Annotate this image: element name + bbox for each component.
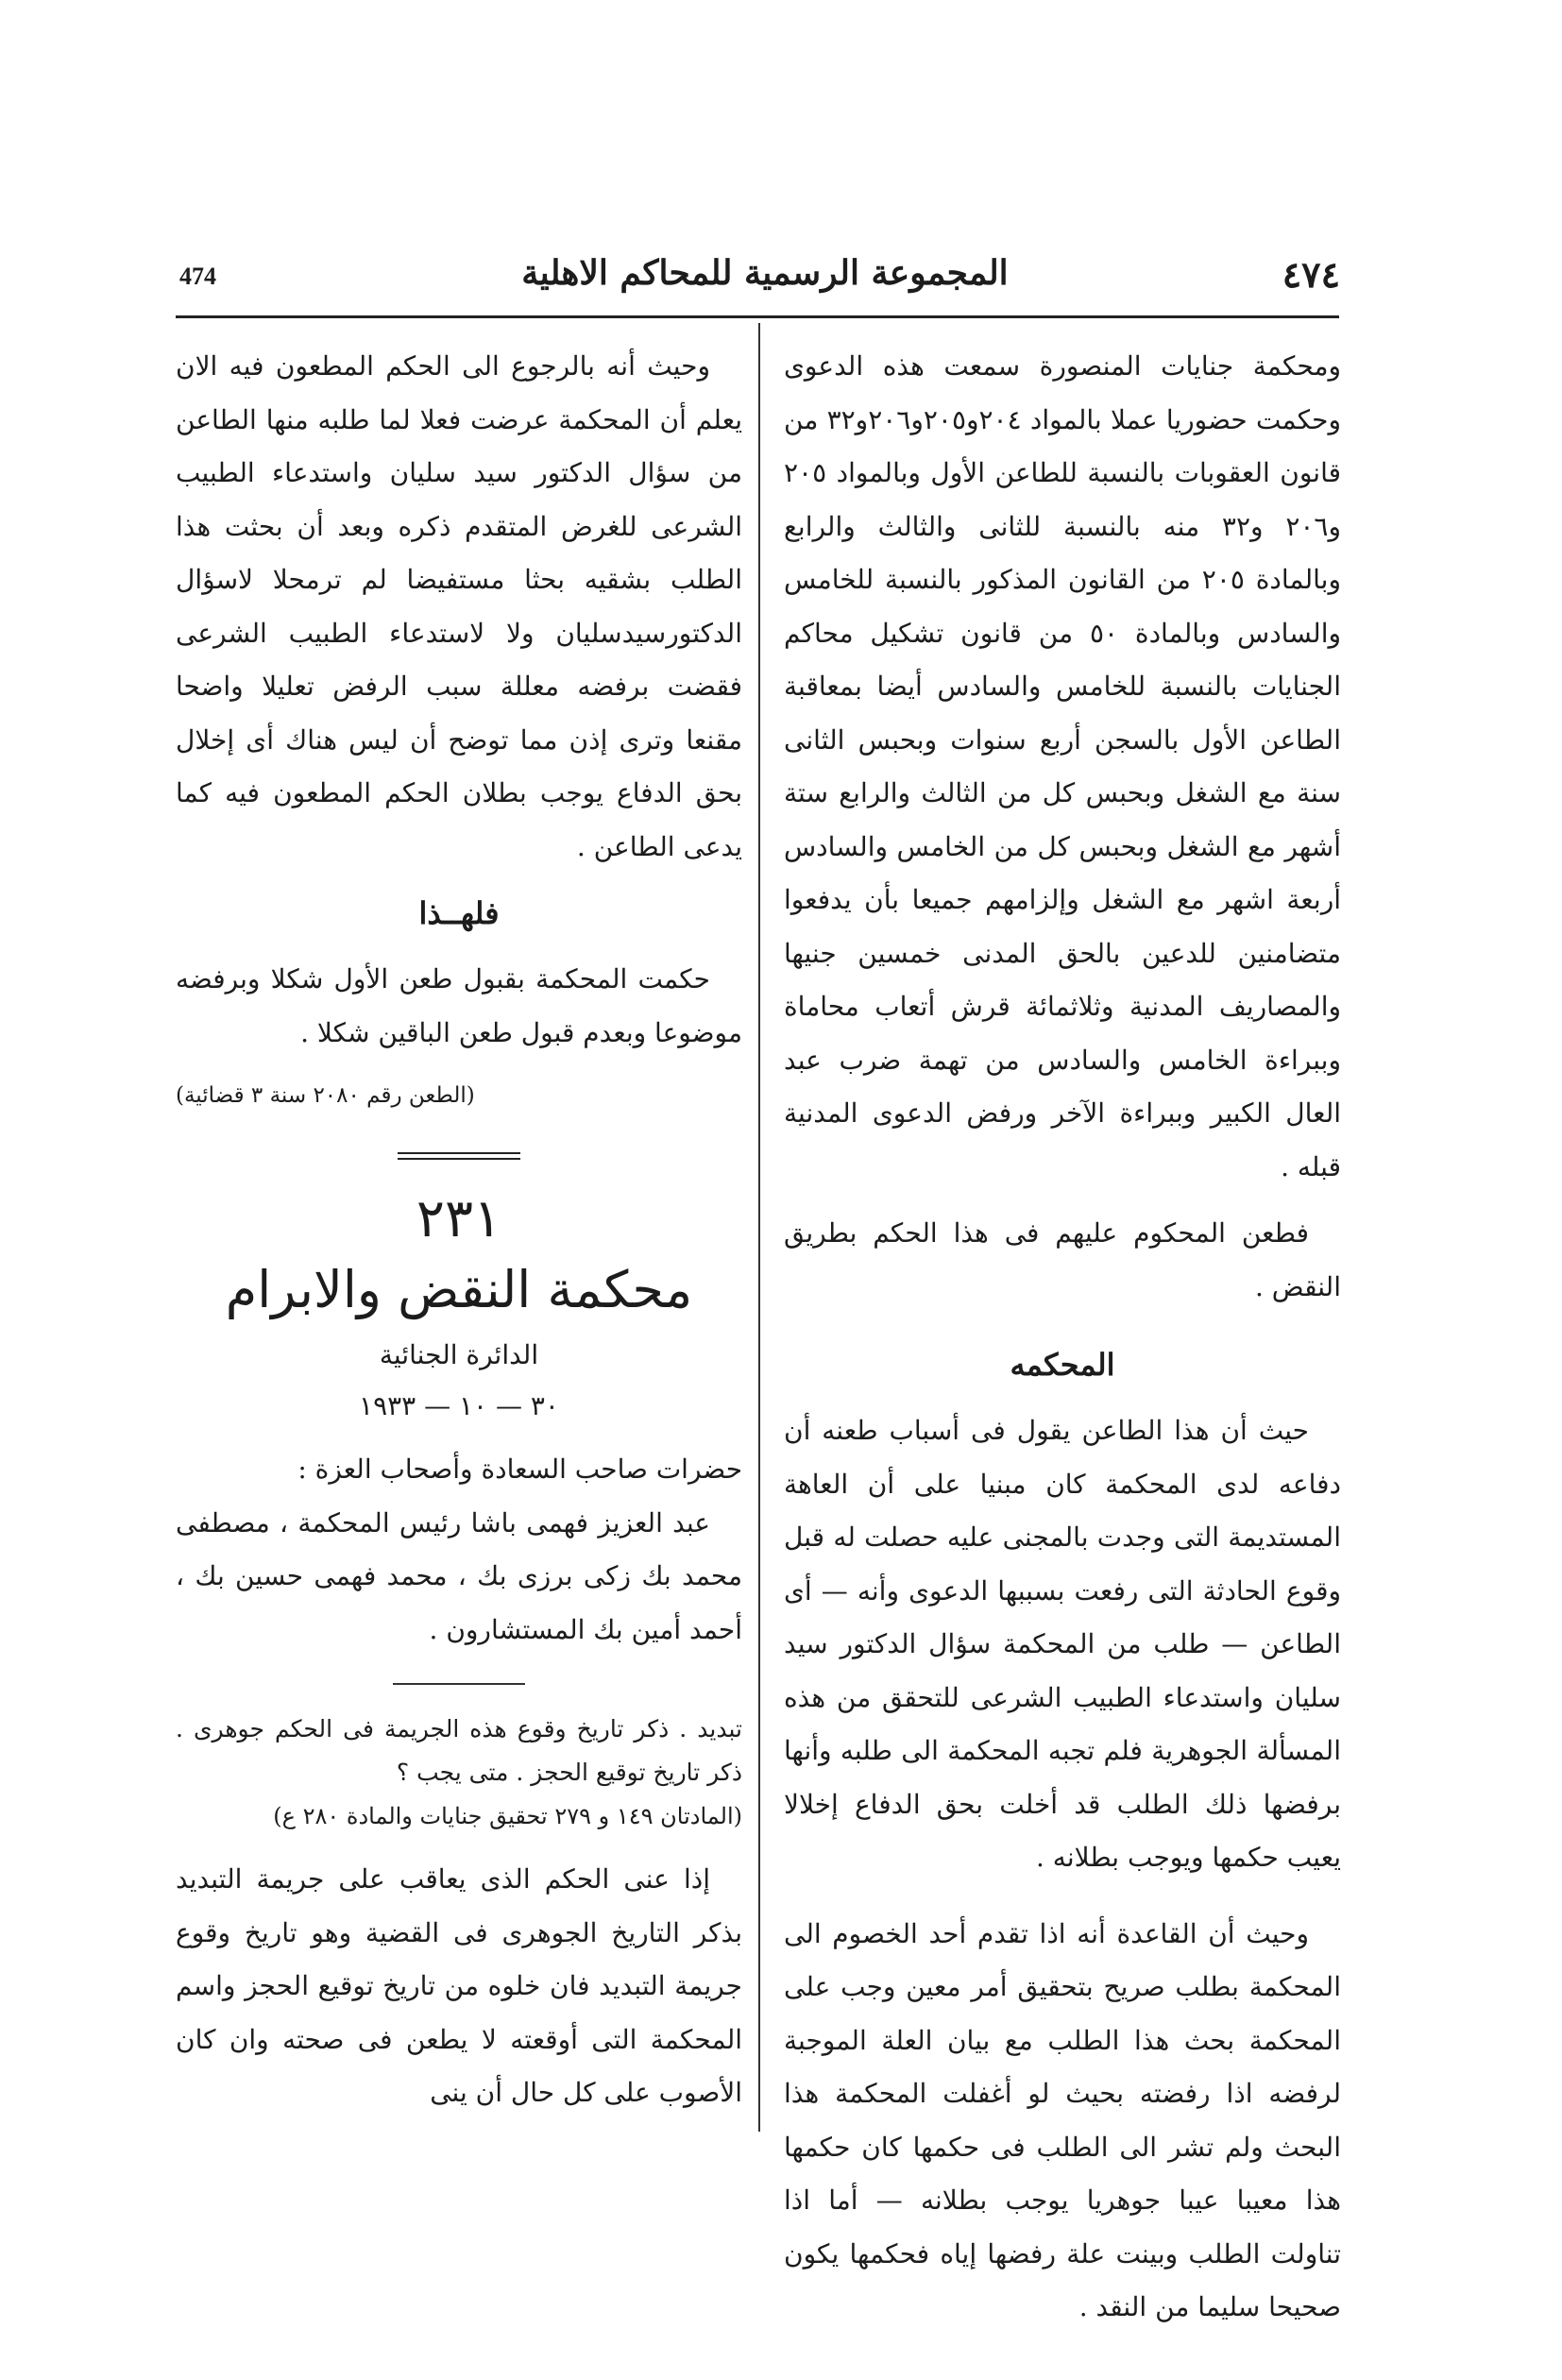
- verdict-reference: (الطعن رقم ٢٠٨٠ سنة ٣ قضائية): [176, 1083, 475, 1108]
- page-number-arabic: ٤٧٤: [1282, 253, 1340, 296]
- case-summary: تبديد . ذكر تاريخ وقوع هذه الجريمة فى الحكم جوهرى . ذكر تاريخ توقيع الحجز . متى يجب ؟: [176, 1715, 742, 1786]
- bench-members: عبد العزيز فهمى باشا رئيس المحكمة ، مصطفى محمد بك زكى برزى بك ، محمد فهمى حسين بك ، أحمد أمين بك المستشارون .: [176, 1506, 742, 1645]
- summary-reference: (المادتان ١٤٩ و ٢٧٩ تحقيق جنايات والمادة ٢٨٠ ع): [273, 1803, 742, 1829]
- right-column: [784, 340, 1341, 2335]
- verdict-text: حكمت المحكمة بقبول طعن الأول شكلا وبرفضه موضوعا وبعدم قبول طعن الباقين شكلا .: [176, 963, 742, 1048]
- paragraph: وحيث أن القاعدة أنه اذا تقدم أحد الخصوم الى المحكمة بطلب صريح بتحقيق أمر معين وجب على المحكمة بحث هذا الطلب مع بيان العلة الموجبة لرفضه اذا رفضته بحيث لو أغفلت المحكمة هذا البحث ولم تشر الى الطلب فى حكمها كان حكمها هذا معيبا عيبا جوهريا يوجب بطلانه — أما اذا تناولت الطلب وبينت علة رفضها إياه فحكمها يكون صحيحا سليما من النقد .: [784, 1917, 1341, 2322]
- column-separator: [758, 323, 760, 2132]
- paragraph: حيث أن هذا الطاعن يقول فى أسباب طعنه أن دفاعه لدى المحكمة كان مبنيا على أن العاهة المستديمة التى وجدت بالمجنى عليه حصلت له قبل وقوع الحادثة التى رفعت بسببها الدعوى وأنه — أى الطاعن — طلب من المحكمة سؤال الدكتور سيد سليان واستدعاء الطبيب الشرعى للتحقق من هذه المسألة الجوهرية فلم تجبه المحكمة الى طلبه وأنها برفضها ذلك الطلب قد أخلت بحق الدفاع إخلالا يعيب حكمها ويوجب بطلانه .: [784, 1415, 1341, 1873]
- legal-principle: إذا عنى الحكم الذى يعاقب على جريمة التبديد بذكر التاريخ الجوهرى فى القضية وهو تاريخ وقوع جريمة التبديد فان خلوه من تاريخ توقيع الحجز واسم المحكمة التى أوقعته لا يطعن فى صحته وان كان الأصوب على كل حال أن ينى: [176, 1863, 742, 2108]
- bench-intro: حضرات صاحب السعادة وأصحاب العزة :: [297, 1454, 742, 1485]
- paragraph: ومحكمة جنايات المنصورة سمعت هذه الدعوى وحكمت حضوريا عملا بالمواد ٢٠٤و٢٠٥و٢٠٦و٣٢ من قانون العقوبات بالنسبة للطاعن الأول وبالمواد ٢٠٥ و٢٠٦ و٣٢ منه بالنسبة للثانى والثالث والرابع وبالمادة ٢٠٥ من القانون المذكور بالنسبة للخامس والسادس وبالمادة ٥٠ من قانون تشكيل محاكم الجنايات بالنسبة للخامس والسادس أيضا بمعاقبة الطاعن الأول بالسجن أربع سنوات وبحبس الثانى سنة مع الشغل وبحبس كل من الثالث والرابع ستة أشهر مع الشغل وبحبس كل من الخامس والسادس أربعة اشهر مع الشغل وإلزامهم جميعا بأن يدفعوا متضامنين للدعين بالحق المدنى خمسين جنيها والمصاريف المدنية وثلاثمائة قرش أتعاب محاماة وببراءة الخامس والسادس من تهمة ضرب عبد العال الكبير وببراءة الآخر ورفض الدعوى المدنية قبله .: [784, 350, 1341, 1182]
- divider: [393, 1683, 525, 1685]
- header-rule: [176, 315, 1339, 318]
- paragraph: وحيث أنه بالرجوع الى الحكم المطعون فيه الان يعلم أن المحكمة عرضت فعلا لما طلبه منها الطاعن من سؤال الدكتور سيد سليان واستدعاء الطبيب الشرعى للغرض المتقدم ذكره وبعد أن بحثت هذا الطلب بشقيه بحثا مستفيضا لم ترمحلا لاسؤال الدكتورسيدسليان ولا لاستدعاء الطبيب الشرعى فقضت برفضه معللة سبب الرفض تعليلا واضحا مقنعا وترى إذن مما توضح أن ليس هناك أى إخلال بحق الدفاع يوجب بطلان الحكم المطعون فيه كما يدعى الطاعن .: [176, 350, 742, 862]
- circuit-name: الدائرة الجنائية: [379, 1339, 539, 1370]
- court-name: محكمة النقض والابرام: [225, 1260, 693, 1319]
- verdict-heading: فلهــذا: [418, 895, 500, 931]
- page-number-latin: 474: [179, 263, 216, 290]
- running-head: المجموعة الرسمية للمحاكم الاهلية: [521, 253, 1009, 293]
- section-heading: المحكمه: [1010, 1347, 1115, 1383]
- paragraph: فطعن المحكوم عليهم فى هذا الحكم بطريق النقض .: [784, 1217, 1341, 1302]
- section-divider: [398, 1152, 520, 1160]
- case-number: ٢٣١: [416, 1188, 502, 1250]
- left-column: [176, 340, 742, 2120]
- judgment-date: ٣٠ — ١٠ — ١٩٣٣: [359, 1390, 559, 1421]
